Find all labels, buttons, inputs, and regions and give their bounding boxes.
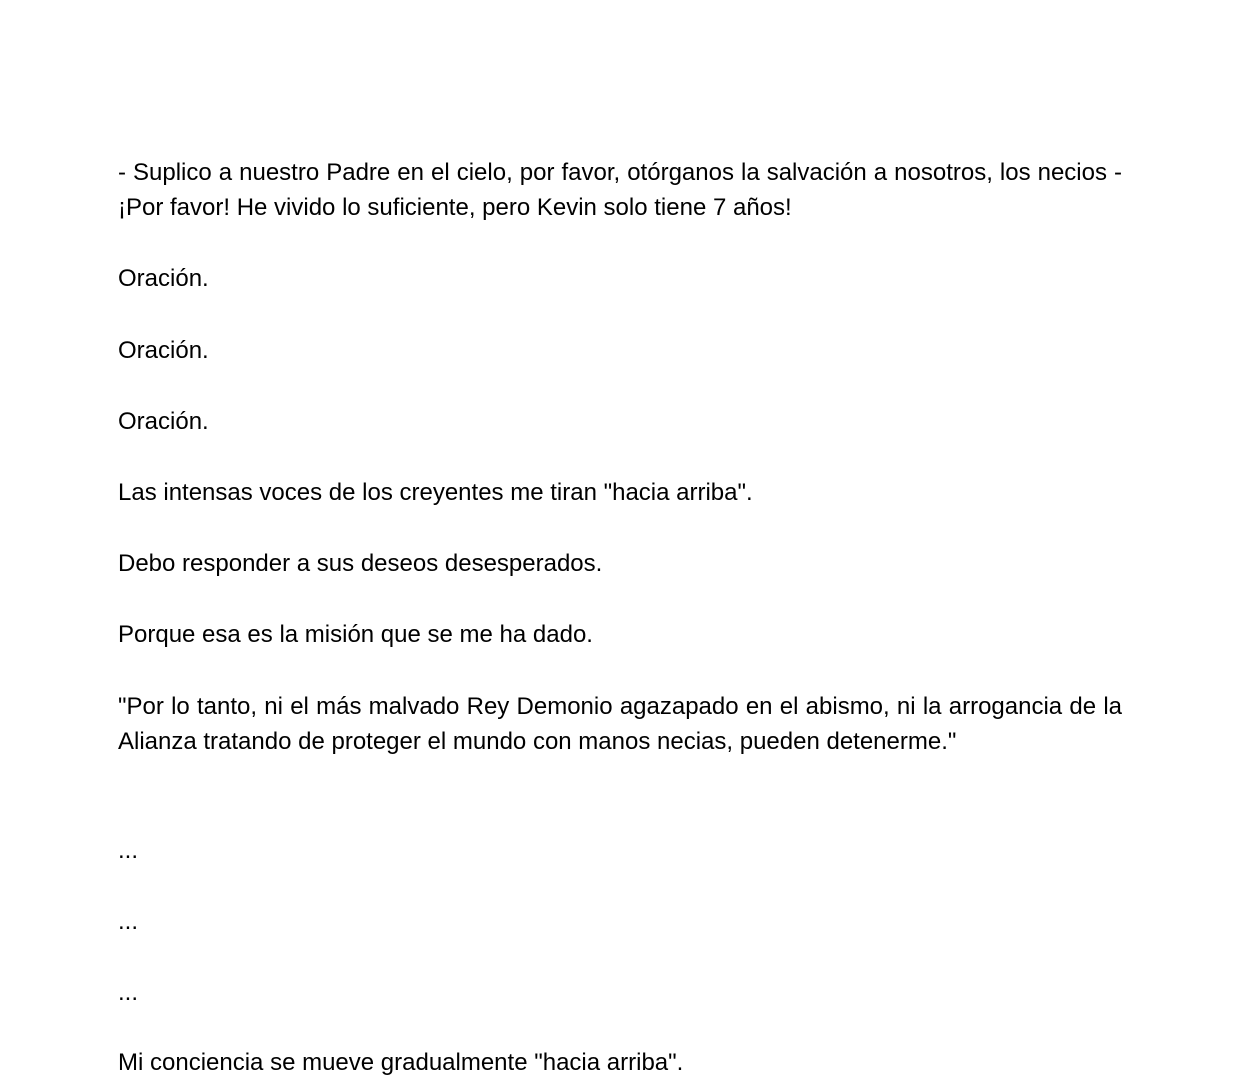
paragraph-voices: Las intensas voces de los creyentes me tiran "hacia arriba". bbox=[118, 479, 753, 506]
paragraph-prayer-1: Oración. bbox=[118, 265, 209, 292]
paragraph-ellipsis-2: ... bbox=[118, 908, 139, 935]
paragraph-plea: - Suplico a nuestro Padre en el cielo, por favor, otórganos la salvación a nosotros, los necios - ¡Por favor! He vivido lo suficiente, pero Kevin solo tiene 7 años! bbox=[118, 159, 1122, 221]
paragraph-ellipsis-3: ... bbox=[118, 979, 139, 1006]
paragraph-prayer-2: Oración. bbox=[118, 337, 209, 364]
paragraph-prayer-3: Oración. bbox=[118, 408, 209, 435]
paragraph-quote: "Por lo tanto, ni el más malvado Rey Demonio agazapado en el abismo, ni la arrogancia de la Alianza tratando de proteger el mundo con manos necias, pueden detenerme." bbox=[118, 693, 1122, 755]
paragraph-mission: Porque esa es la misión que se me ha dado. bbox=[118, 621, 593, 648]
paragraph-desires: Debo responder a sus deseos desesperados. bbox=[118, 550, 603, 577]
paragraph-ellipsis-1: ... bbox=[118, 837, 139, 864]
paragraph-consciousness: Mi conciencia se mueve gradualmente "hacia arriba". bbox=[118, 1049, 684, 1076]
